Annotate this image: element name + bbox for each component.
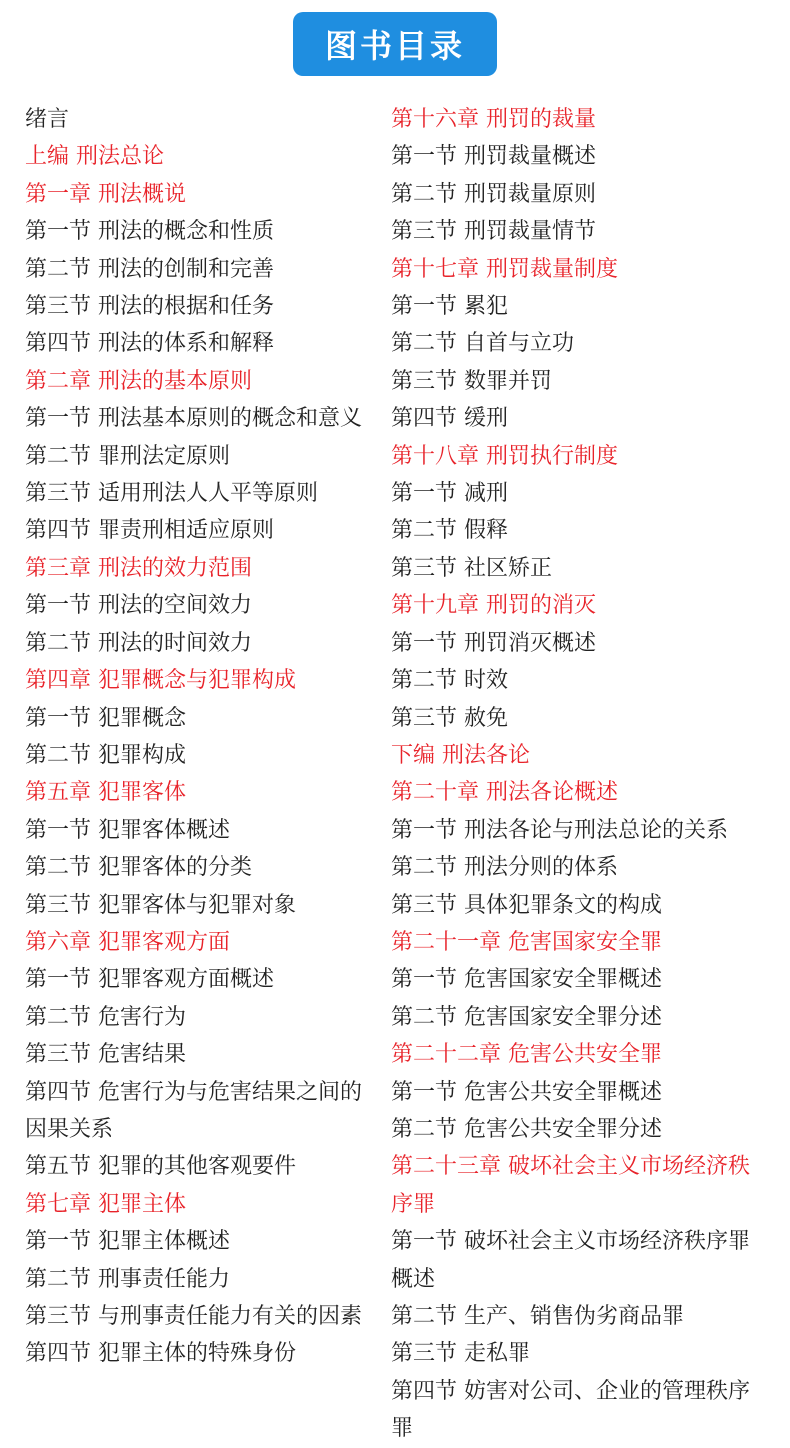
toc-heading: 第十九章 刑罚的消灭 bbox=[391, 593, 596, 619]
toc-entry: 第三节 与刑事责任能力有关的因素 bbox=[25, 1304, 362, 1329]
toc-heading: 第四章 犯罪概念与犯罪构成 bbox=[25, 668, 296, 694]
toc-entry: 第一节 累犯 bbox=[391, 294, 508, 320]
toc-entry: 第二节 刑罚裁量原则 bbox=[391, 181, 596, 207]
toc-heading: 下编 刑法各论 bbox=[391, 742, 530, 768]
toc-entry: 第三节 社区矫正 bbox=[391, 555, 552, 581]
toc-entry: 第一节 刑法的概念和性质 bbox=[25, 219, 274, 245]
toc-entry: 第三节 数罪并罚 bbox=[391, 368, 552, 394]
toc-entry: 第一节 破坏社会主义市场经济秩序罪概述 bbox=[391, 1229, 750, 1292]
toc-entry: 第一节 刑法各论与刑法总论的关系 bbox=[391, 817, 728, 843]
toc-entry: 第一节 犯罪客观方面概述 bbox=[25, 967, 274, 993]
toc-entry: 第一节 减刑 bbox=[391, 481, 508, 507]
toc-heading: 第三章 刑法的效力范围 bbox=[25, 555, 252, 581]
toc-entry: 第一节 危害公共安全罪概述 bbox=[391, 1079, 662, 1105]
toc-entry: 第二节 刑事责任能力 bbox=[25, 1266, 230, 1292]
toc-entry: 第二节 危害国家安全罪分述 bbox=[391, 1004, 662, 1030]
toc-heading: 第十七章 刑罚裁量制度 bbox=[391, 256, 618, 282]
toc-entry: 第四节 刑法的体系和解释 bbox=[25, 331, 274, 357]
toc-entry: 第一节 犯罪概念 bbox=[25, 705, 186, 731]
toc-entry: 第三节 刑罚裁量情节 bbox=[391, 219, 596, 245]
toc-heading: 上编 刑法总论 bbox=[25, 144, 164, 170]
toc-entry: 第三节 犯罪客体与犯罪对象 bbox=[25, 892, 296, 918]
toc-entry: 第四节 罪责刑相适应原则 bbox=[25, 518, 274, 544]
toc-entry: 第一节 刑法基本原则的概念和意义 bbox=[25, 406, 362, 432]
toc-entry: 第四节 危害行为与危害结果之间的因果关系 bbox=[25, 1079, 362, 1142]
toc-heading: 第十六章 刑罚的裁量 bbox=[391, 107, 596, 132]
toc-entry: 第五节 犯罪的其他客观要件 bbox=[25, 1154, 296, 1180]
toc-entry: 第二节 犯罪构成 bbox=[25, 742, 186, 768]
toc-heading: 第二十章 刑法各论概述 bbox=[391, 780, 618, 806]
toc-entry: 第二节 假释 bbox=[391, 518, 508, 544]
toc-right-column bbox=[391, 101, 763, 1448]
toc-entry: 第一节 刑法的空间效力 bbox=[25, 593, 252, 619]
toc-entry: 绪言 bbox=[25, 107, 70, 132]
toc-heading: 第二十三章 破坏社会主义市场经济秩序罪 bbox=[391, 1154, 750, 1217]
toc-entry: 第一节 刑罚裁量概述 bbox=[391, 144, 596, 170]
toc-entry: 第三节 适用刑法人人平等原则 bbox=[25, 481, 318, 507]
toc-heading: 第二十一章 危害国家安全罪 bbox=[391, 929, 662, 955]
toc-entry: 第二节 时效 bbox=[391, 668, 508, 694]
toc-entry: 第三节 走私罪 bbox=[391, 1341, 530, 1367]
toc-entry: 第四节 犯罪主体的特殊身份 bbox=[25, 1341, 296, 1367]
toc-entry: 第二节 生产、销售伪劣商品罪 bbox=[391, 1304, 684, 1329]
toc-heading: 第五章 犯罪客体 bbox=[25, 780, 186, 806]
toc-entry: 第一节 刑罚消灭概述 bbox=[391, 630, 596, 656]
toc-heading: 第六章 犯罪客观方面 bbox=[25, 929, 230, 955]
toc-heading: 第七章 犯罪主体 bbox=[25, 1191, 186, 1217]
toc-entry: 第三节 具体犯罪条文的构成 bbox=[391, 892, 662, 918]
toc-heading: 第十八章 刑罚执行制度 bbox=[391, 443, 618, 469]
toc-entry: 第二节 刑法分则的体系 bbox=[391, 855, 618, 881]
page-title: 图书目录 bbox=[293, 12, 497, 76]
toc-entry: 第三节 赦免 bbox=[391, 705, 508, 731]
toc-entry: 第二节 刑法的时间效力 bbox=[25, 630, 252, 656]
toc-heading: 第二十二章 危害公共安全罪 bbox=[391, 1042, 662, 1068]
toc-entry: 第一节 危害国家安全罪概述 bbox=[391, 967, 662, 993]
toc-entry: 第一节 犯罪客体概述 bbox=[25, 817, 230, 843]
toc-entry: 第二节 犯罪客体的分类 bbox=[25, 855, 252, 881]
toc-entry: 第二节 危害公共安全罪分述 bbox=[391, 1116, 662, 1142]
toc-entry: 第二节 自首与立功 bbox=[391, 331, 574, 357]
toc-entry: 第三节 刑法的根据和任务 bbox=[25, 294, 274, 320]
toc-entry: 第三节 危害结果 bbox=[25, 1042, 186, 1068]
toc-entry: 第四节 妨害对公司、企业的管理秩序罪 bbox=[391, 1378, 750, 1442]
toc-entry: 第四节 缓刑 bbox=[391, 406, 508, 432]
toc-left-column bbox=[25, 101, 375, 1373]
toc-entry: 第二节 刑法的创制和完善 bbox=[25, 256, 274, 282]
toc-heading: 第二章 刑法的基本原则 bbox=[25, 368, 252, 394]
toc-entry: 第二节 危害行为 bbox=[25, 1004, 186, 1030]
toc-entry: 第一节 犯罪主体概述 bbox=[25, 1229, 230, 1255]
toc-entry: 第二节 罪刑法定原则 bbox=[25, 443, 230, 469]
toc-heading: 第一章 刑法概说 bbox=[25, 181, 186, 207]
